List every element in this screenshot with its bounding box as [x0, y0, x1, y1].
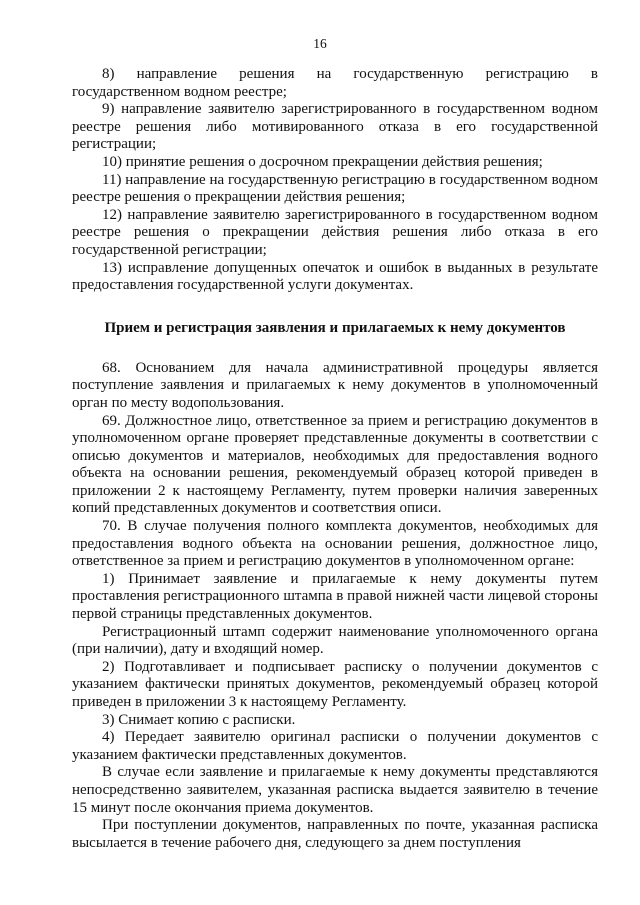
list-item: 11) направление на государственную регистрацию в государственном водном реестре решения о прекращении действия решения;	[72, 171, 598, 206]
paragraph: Регистрационный штамп содержит наименование уполномоченного органа (при наличии), дату и входящий номер.	[72, 623, 598, 658]
list-item: 10) принятие решения о досрочном прекращении действия решения;	[102, 153, 543, 170]
paragraph: 68. Основанием для начала административной процедуры является поступление заявления и прилагаемых к нему документов в уполномоченный орган по месту водопользования.	[72, 359, 598, 411]
document-body	[72, 66, 598, 852]
section-heading: Прием и регистрация заявления и прилагаемых к нему документов	[104, 319, 566, 336]
paragraph: 1) Принимает заявление и прилагаемые к нему документы путем проставления регистрационного штампа в правой нижней части лицевой стороны первой страницы представленных документов.	[72, 570, 598, 623]
list-item: 9) направление заявителю зарегистрированного в государственном водном реестре решения либо мотивированного отказа в его государственной регистрации;	[72, 101, 598, 153]
list-item: 12) направление заявителю зарегистрированного в государственном водном реестре решения о прекращении действия решения либо отказа в его государственной регистрации;	[72, 206, 598, 258]
paragraph: 70. В случае получения полного комплекта документов, необходимых для предоставления водного объекта на основании решения, должностное лицо, ответственное за прием и регистрацию документов в уполномоченном органе:	[72, 518, 598, 570]
page-number: 16	[313, 36, 327, 51]
paragraph: 2) Подготавливает и подписывает расписку о получении документов с указанием фактически принятых документов, рекомендуемый образец которой приведен в приложении 3 к настоящему Регламенту.	[72, 658, 598, 710]
list-item: 8) направление решения на государственную регистрацию в государственном водном реестре;	[72, 66, 598, 100]
paragraph: 3) Снимает копию с расписки.	[102, 711, 296, 728]
paragraph: 69. Должностное лицо, ответственное за прием и регистрацию документов в уполномоченном органе проверяет представленные документы в соответствии с описью документов и материалов, необходимых для предоставления водного объекта на основании решения, рекомендуемый образец которой приведен в приложении 2 к настоящему Регламенту, путем проверки наличия заверенных копий представленных документов и соответствия описи.	[72, 412, 598, 517]
paragraph: При поступлении документов, направленных по почте, указанная расписка высылается в течение рабочего дня, следующего за днем поступления	[72, 817, 598, 851]
paragraph: В случае если заявление и прилагаемые к нему документы представляются непосредственно заявителем, указанная расписка выдается заявителю в течение 15 минут после окончания приема документов.	[72, 764, 598, 816]
list-item: 13) исправление допущенных опечаток и ошибок в выданных в результате предоставления государственной услуги документах.	[72, 259, 598, 294]
paragraph: 4) Передает заявителю оригинал расписки о получении документов с указанием фактически представленных документов.	[72, 729, 598, 763]
